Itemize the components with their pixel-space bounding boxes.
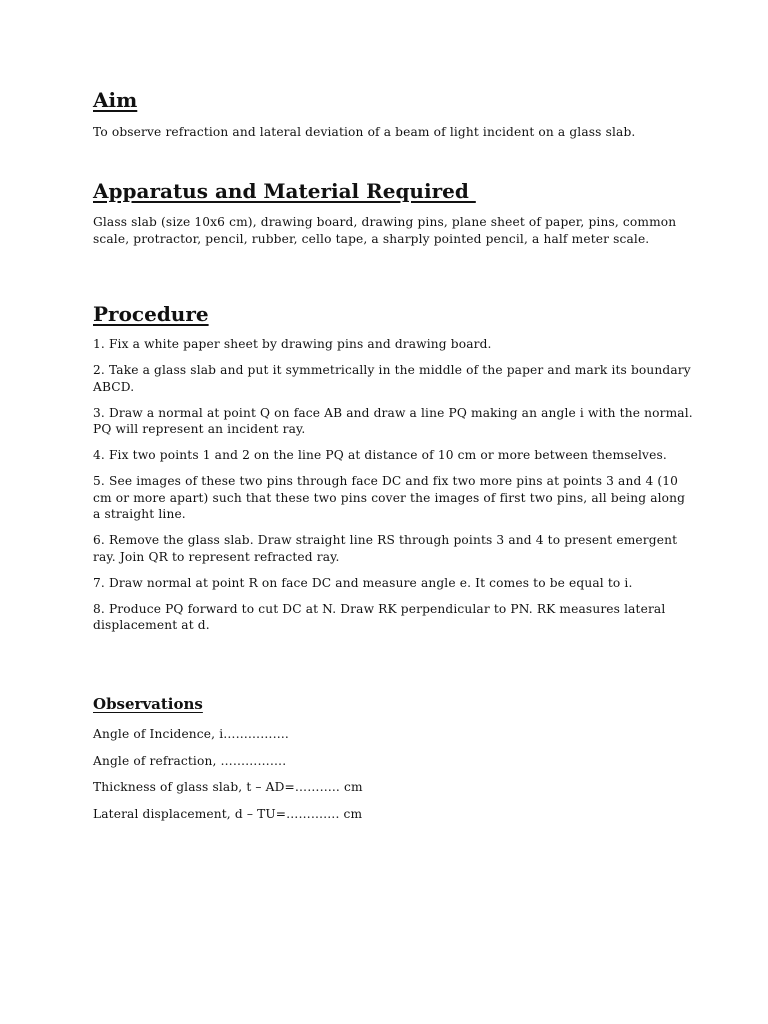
apparatus-heading: Apparatus and Material Required (93, 179, 476, 203)
aim-text: To observe refraction and lateral deviation of a beam of light incident on a glass slab. (93, 125, 636, 139)
procedure-step-1: 1. Fix a white paper sheet by drawing pins and drawing board. (93, 337, 492, 351)
procedure-step-3: 3. Draw a normal at point Q on face AB and draw a line PQ making an angle i with the normal. PQ will represent an incident ray. (93, 405, 693, 436)
procedure-step-7: 7. Draw normal at point R on face DC and measure angle e. It comes to be equal to i. (93, 575, 633, 590)
observations-list (93, 726, 363, 832)
procedure-step-4: 4. Fix two points 1 and 2 on the line PQ at distance of 10 cm or more between themselves. (93, 448, 667, 462)
aim-heading: Aim (93, 88, 138, 112)
procedure-step-5: 5. See images of these two pins through face DC and fix two more pins at points 3 and 4 (10 cm or more apart) such that these two pins cover the images of first two pins, all being along a straight line. (93, 474, 686, 521)
procedure-step-6: 6. Remove the glass slab. Draw straight line RS through points 3 and 4 to present emergent ray. Join QR to represent refracted ray. (93, 533, 678, 564)
procedure-steps (93, 336, 693, 643)
procedure-heading: Procedure (93, 302, 209, 326)
observation-slab-thickness: Thickness of glass slab, t – AD=……….. cm (93, 780, 363, 794)
apparatus-text: Glass slab (size 10x6 cm), drawing board, drawing pins, plane sheet of paper, pins, common scale, protractor, pencil, rubber, cello tape, a sharply pointed pencil, a half meter scale. (93, 215, 677, 246)
procedure-step-2: 2. Take a glass slab and put it symmetrically in the middle of the paper and mark its boundary ABCD. (93, 363, 691, 394)
observation-angle-of-incidence: Angle of Incidence, i……………. (93, 727, 289, 741)
observation-angle-of-refraction: Angle of refraction, ……………. (93, 753, 287, 768)
procedure-step-8: 8. Produce PQ forward to cut DC at N. Draw RK perpendicular to PN. RK measures lateral displacement at d. (93, 601, 666, 632)
observations-heading: Observations (93, 695, 203, 713)
observation-lateral-displacement: Lateral displacement, d – TU=…………. cm (93, 806, 363, 821)
